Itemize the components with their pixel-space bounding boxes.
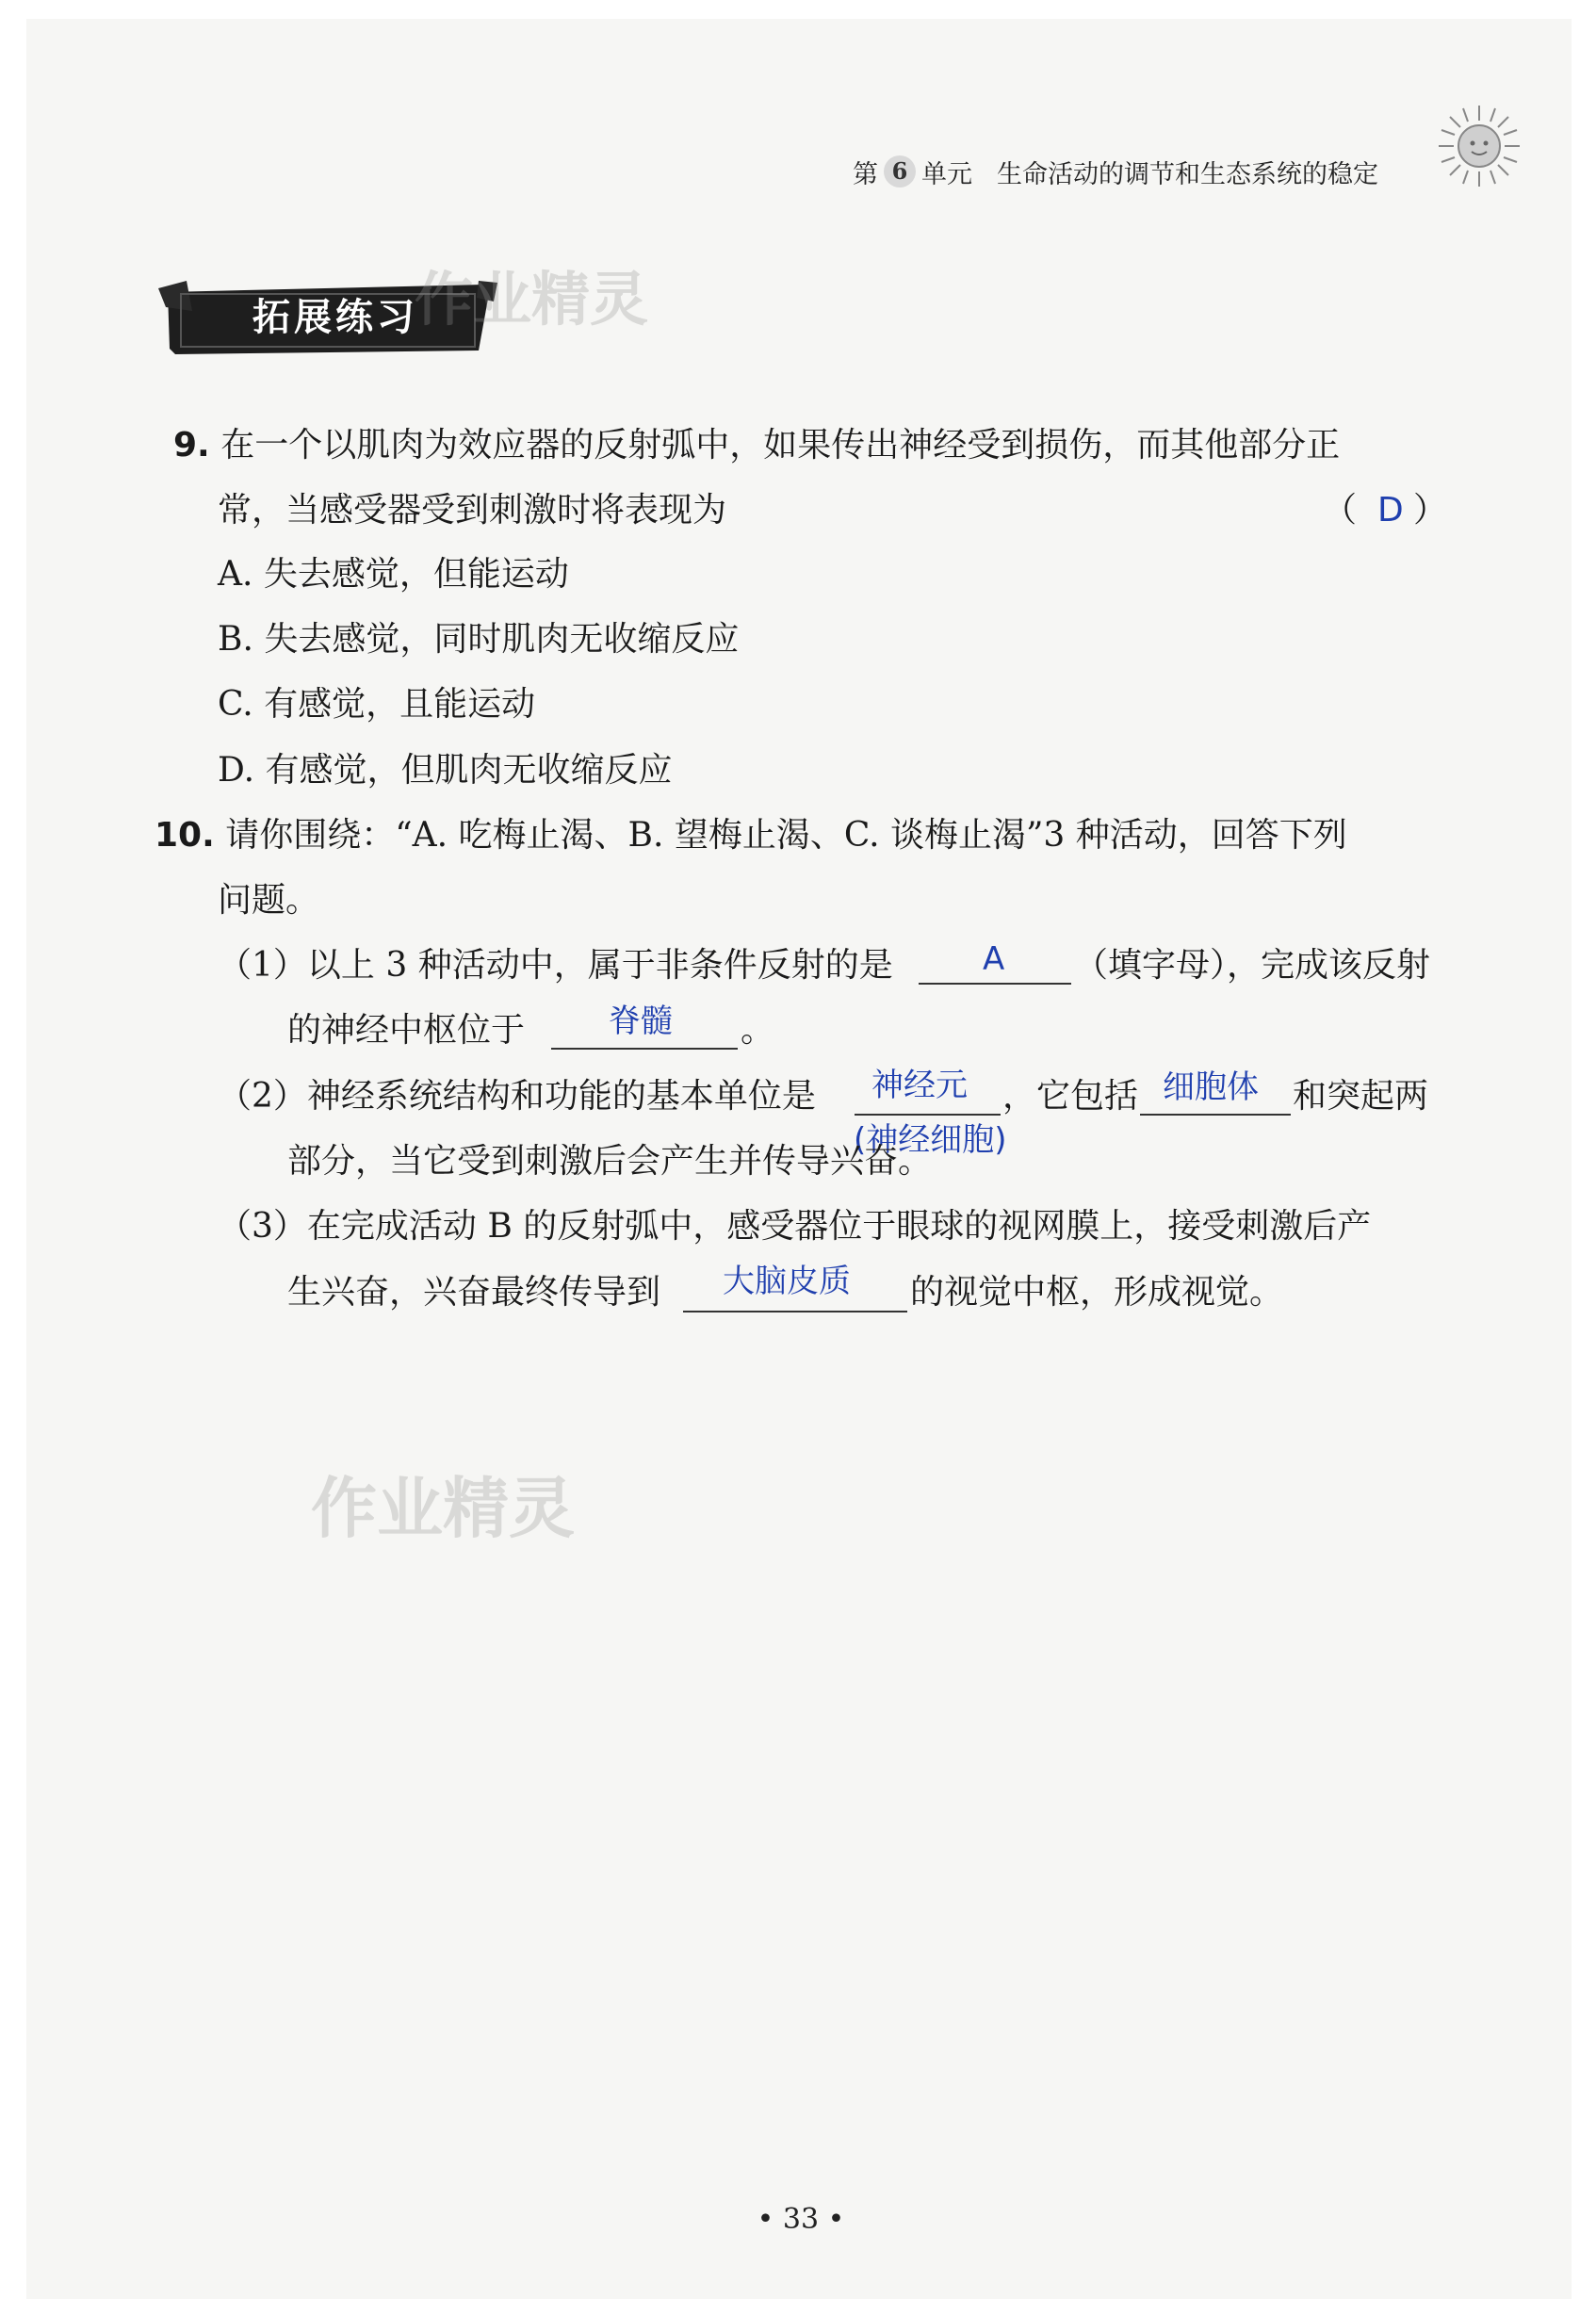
q10-line1 (155, 811, 1347, 860)
q10-p1-line1-before: （1）以上 3 种活动中，属于非条件反射的是 (218, 946, 893, 985)
q10-p2-answer1-note: (神经细胞) (854, 1121, 1007, 1159)
answer-paren-open: （ (1323, 491, 1358, 530)
q10-p2-line1-before: （2）神经系统结构和功能的基本单位是 (218, 1077, 816, 1116)
q10-p1-answer1: A (983, 940, 1005, 978)
sun-icon (1437, 104, 1522, 188)
q10-p2-answer1: 神经元 (871, 1067, 968, 1104)
unit-header (853, 149, 1378, 194)
q9-stem-line2: 常，当感受器受到刺激时将表现为 (218, 491, 727, 530)
unit-number-badge: 6 (884, 155, 916, 187)
q10-p1-line1-after: （填字母），完成该反射 (1074, 946, 1431, 985)
q10-stem-line2: 问题。 (218, 881, 320, 920)
q9-line1 (173, 421, 1340, 470)
header-prefix: 第 (853, 159, 878, 189)
answer-paren-close: ） (1413, 491, 1448, 530)
q10-p3-line1: （3）在完成活动 B 的反射弧中，感受器位于眼球的视网膜上，接受刺激后产 (218, 1207, 1372, 1246)
page-number: • 33 • (757, 2203, 845, 2236)
q9-answer: D (1377, 491, 1404, 530)
q10-p1-line2-after: 。 (741, 1011, 775, 1050)
header-title: 生命活动的调节和生态系统的稳定 (997, 159, 1378, 189)
q10-p3-line2-before: 生兴奋，兴奋最终传导到 (287, 1273, 661, 1312)
watermark-text: 作业精灵 (311, 1470, 575, 1547)
answer-blank (855, 1114, 1001, 1116)
answer-blank (683, 1311, 907, 1312)
q10-p3-answer: 大脑皮质 (723, 1263, 851, 1300)
q10-p2-line2: 部分，当它受到刺激后会产生并传导兴奋。 (287, 1142, 933, 1181)
q10-p2-answer2: 细胞体 (1163, 1068, 1259, 1106)
option-c: C. 有感觉，且能运动 (218, 685, 536, 724)
option-a: A. 失去感觉，但能运动 (218, 555, 569, 594)
answer-blank (919, 983, 1071, 985)
q10-p2-line1-after: 和突起两 (1293, 1077, 1429, 1116)
q10-stem-line1: 请你围绕：“A. 吃梅止渴、B. 望梅止渴、C. 谈梅止渴”3 种活动，回答下列 (225, 816, 1347, 855)
header-unit-word: 单元 (921, 159, 972, 189)
q10-p1-line2-before: 的神经中枢位于 (287, 1011, 526, 1050)
question-number: 9. (173, 426, 210, 465)
answer-blank (1140, 1114, 1291, 1116)
answer-blank (551, 1048, 738, 1050)
option-b: B. 失去感觉，同时肌肉无收缩反应 (218, 620, 740, 659)
section-title: 拓展练习 (252, 296, 418, 339)
q9-stem-line1: 在一个以肌肉为效应器的反射弧中，如果传出神经受到损伤，而其他部分正 (220, 426, 1341, 465)
q10-p1-answer2: 脊髓 (609, 1003, 673, 1040)
q10-p2-line1-mid: ，它包括 (1002, 1077, 1139, 1116)
option-d: D. 有感觉，但肌肉无收缩反应 (218, 751, 673, 790)
question-number: 10. (155, 816, 215, 855)
watermark-text: 作业精灵 (415, 265, 649, 334)
q10-p3-line2-after: 的视觉中枢，形成视觉。 (910, 1273, 1284, 1312)
